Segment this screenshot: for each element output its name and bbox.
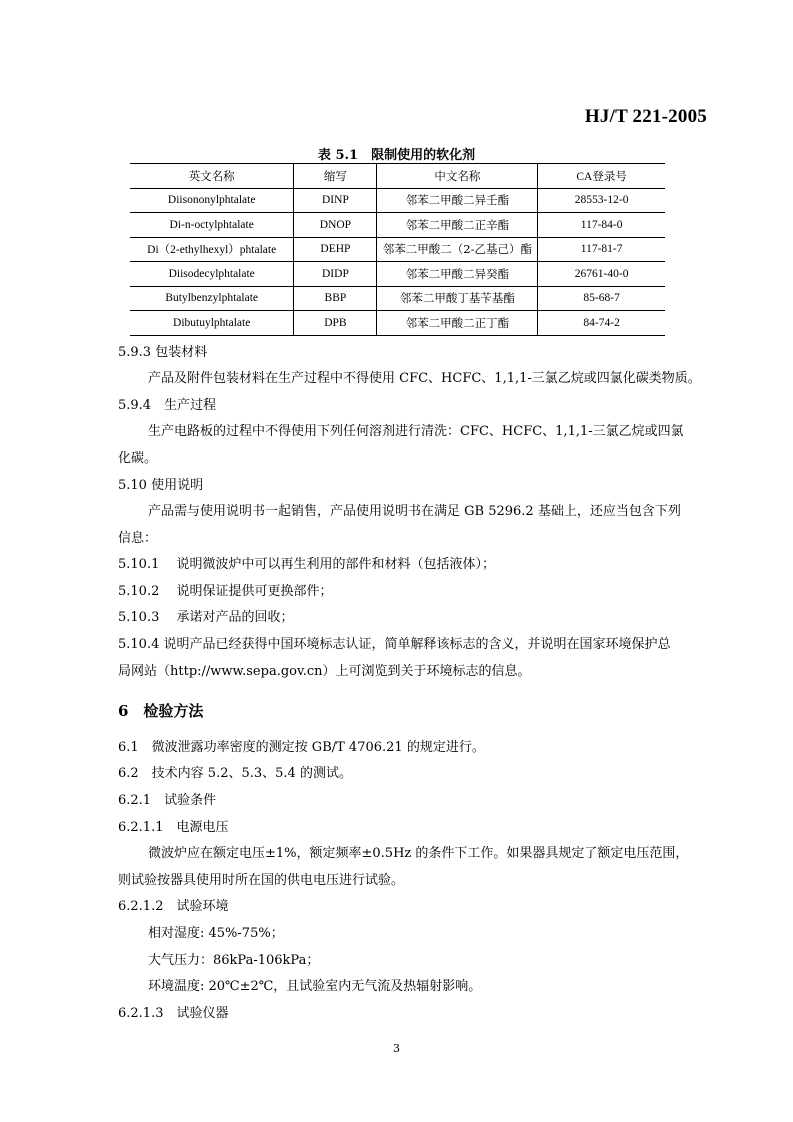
ca-number-cell: 26761-40-0	[538, 262, 665, 287]
heading-6-2-1: 6.2.1 试验条件	[118, 793, 217, 808]
clause-5-10-4: 5.10.4 说明产品已经获得中国环境标志认证，简单解释该标志的含义，并说明在国家环境保护总	[118, 637, 671, 652]
paragraph-line: 信息：	[118, 531, 158, 546]
abbreviation-cell: DINP	[294, 188, 377, 213]
paragraph-line: 化碳。	[118, 451, 158, 466]
chinese-name-cell: 邻苯二甲酸二异癸酯	[377, 262, 538, 287]
ca-number-cell: 28553-12-0	[538, 188, 665, 213]
table-row	[130, 286, 665, 311]
pressure-line: 大气压力：86kPa-106kPa；	[148, 953, 320, 968]
english-name-cell: Di-n-octylphtalate	[130, 213, 294, 238]
heading-6-2-1-1: 6.2.1.1 电源电压	[118, 820, 229, 835]
column-header: 中文名称	[377, 164, 538, 189]
temperature-line: 环境温度: 20℃±2℃，且试验室内无气流及热辐射影响。	[148, 979, 482, 994]
clause-5-10-1: 5.10.1 说明微波炉中可以再生利用的部件和材料（包括液体）；	[118, 557, 495, 572]
english-name-cell: Diisodecylphtalate	[130, 262, 294, 287]
abbreviation-cell: DPB	[294, 311, 377, 336]
english-name-cell: Di（2-ethylhexyl）phtalate	[130, 237, 294, 262]
paragraph-line: 局网站（http://www.sepa.gov.cn）上可浏览到关于环境标志的信息。	[118, 664, 531, 679]
section-6-heading: 6 检验方法	[118, 702, 204, 720]
abbreviation-cell: DEHP	[294, 237, 377, 262]
ca-number-cell: 117-84-0	[538, 213, 665, 238]
softener-table	[130, 163, 665, 336]
column-header: 缩写	[294, 164, 377, 189]
abbreviation-cell: DIDP	[294, 262, 377, 287]
paragraph-line: 则试验按器具使用时所在国的供电电压进行试验。	[118, 873, 405, 888]
paragraph-line: 生产电路板的过程中不得使用下列任何溶剂进行清洗：CFC、HCFC、1,1,1-三氯乙烷或四氯	[148, 424, 684, 439]
heading-6-2-1-3: 6.2.1.3 试验仪器	[118, 1006, 229, 1021]
abbreviation-cell: BBP	[294, 286, 377, 311]
table-header-row	[130, 164, 665, 189]
standard-code: HJ/T 221-2005	[584, 106, 707, 127]
paragraph-line: 产品需与使用说明书一起销售，产品使用说明书在满足 GB 5296.2 基础上，还应当包含下列	[148, 504, 681, 519]
table-row	[130, 188, 665, 213]
table-row	[130, 237, 665, 262]
heading-5-10: 5.10 使用说明	[118, 478, 204, 493]
chinese-name-cell: 邻苯二甲酸二正辛酯	[377, 213, 538, 238]
chinese-name-cell: 邻苯二甲酸二（2-乙基己）酯	[377, 237, 538, 262]
table-caption: 表 5.1 限制使用的软化剂	[317, 148, 476, 163]
column-header: CA登录号	[538, 164, 665, 189]
heading-5-9-3: 5.9.3 包装材料	[118, 345, 208, 360]
page-number: 3	[393, 1042, 400, 1055]
humidity-line: 相对湿度: 45%-75%；	[148, 926, 284, 941]
heading-5-9-4: 5.9.4 生产过程	[118, 398, 217, 413]
ca-number-cell: 84-74-2	[538, 311, 665, 336]
abbreviation-cell: DNOP	[294, 213, 377, 238]
heading-6-2-1-2: 6.2.1.2 试验环境	[118, 899, 229, 914]
english-name-cell: Butylbenzylphtalate	[130, 286, 294, 311]
table-row	[130, 262, 665, 287]
clause-6-2: 6.2 技术内容 5.2、5.3、5.4 的测试。	[118, 766, 352, 781]
chinese-name-cell: 邻苯二甲酸二异壬酯	[377, 188, 538, 213]
clause-5-10-3: 5.10.3 承诺对产品的回收；	[118, 610, 294, 625]
table-row	[130, 311, 665, 336]
column-header: 英文名称	[130, 164, 294, 189]
clause-6-1: 6.1 微波泄露功率密度的测定按 GB/T 4706.21 的规定进行。	[118, 740, 485, 755]
paragraph-line: 微波炉应在额定电压±1%，额定频率±0.5Hz 的条件下工作。如果器具规定了额定电压范围，	[148, 846, 689, 861]
english-name-cell: Dibutuylphtalate	[130, 311, 294, 336]
ca-number-cell: 117-81-7	[538, 237, 665, 262]
ca-number-cell: 85-68-7	[538, 286, 665, 311]
chinese-name-cell: 邻苯二甲酸二正丁酯	[377, 311, 538, 336]
paragraph-line: 产品及附件包装材料在生产过程中不得使用 CFC、HCFC、1,1,1-三氯乙烷或四氯化碳类物质。	[148, 371, 701, 386]
clause-5-10-2: 5.10.2 说明保证提供可更换部件；	[118, 584, 333, 599]
english-name-cell: Diisononylphtalate	[130, 188, 294, 213]
table-row	[130, 213, 665, 238]
chinese-name-cell: 邻苯二甲酸丁基苄基酯	[377, 286, 538, 311]
